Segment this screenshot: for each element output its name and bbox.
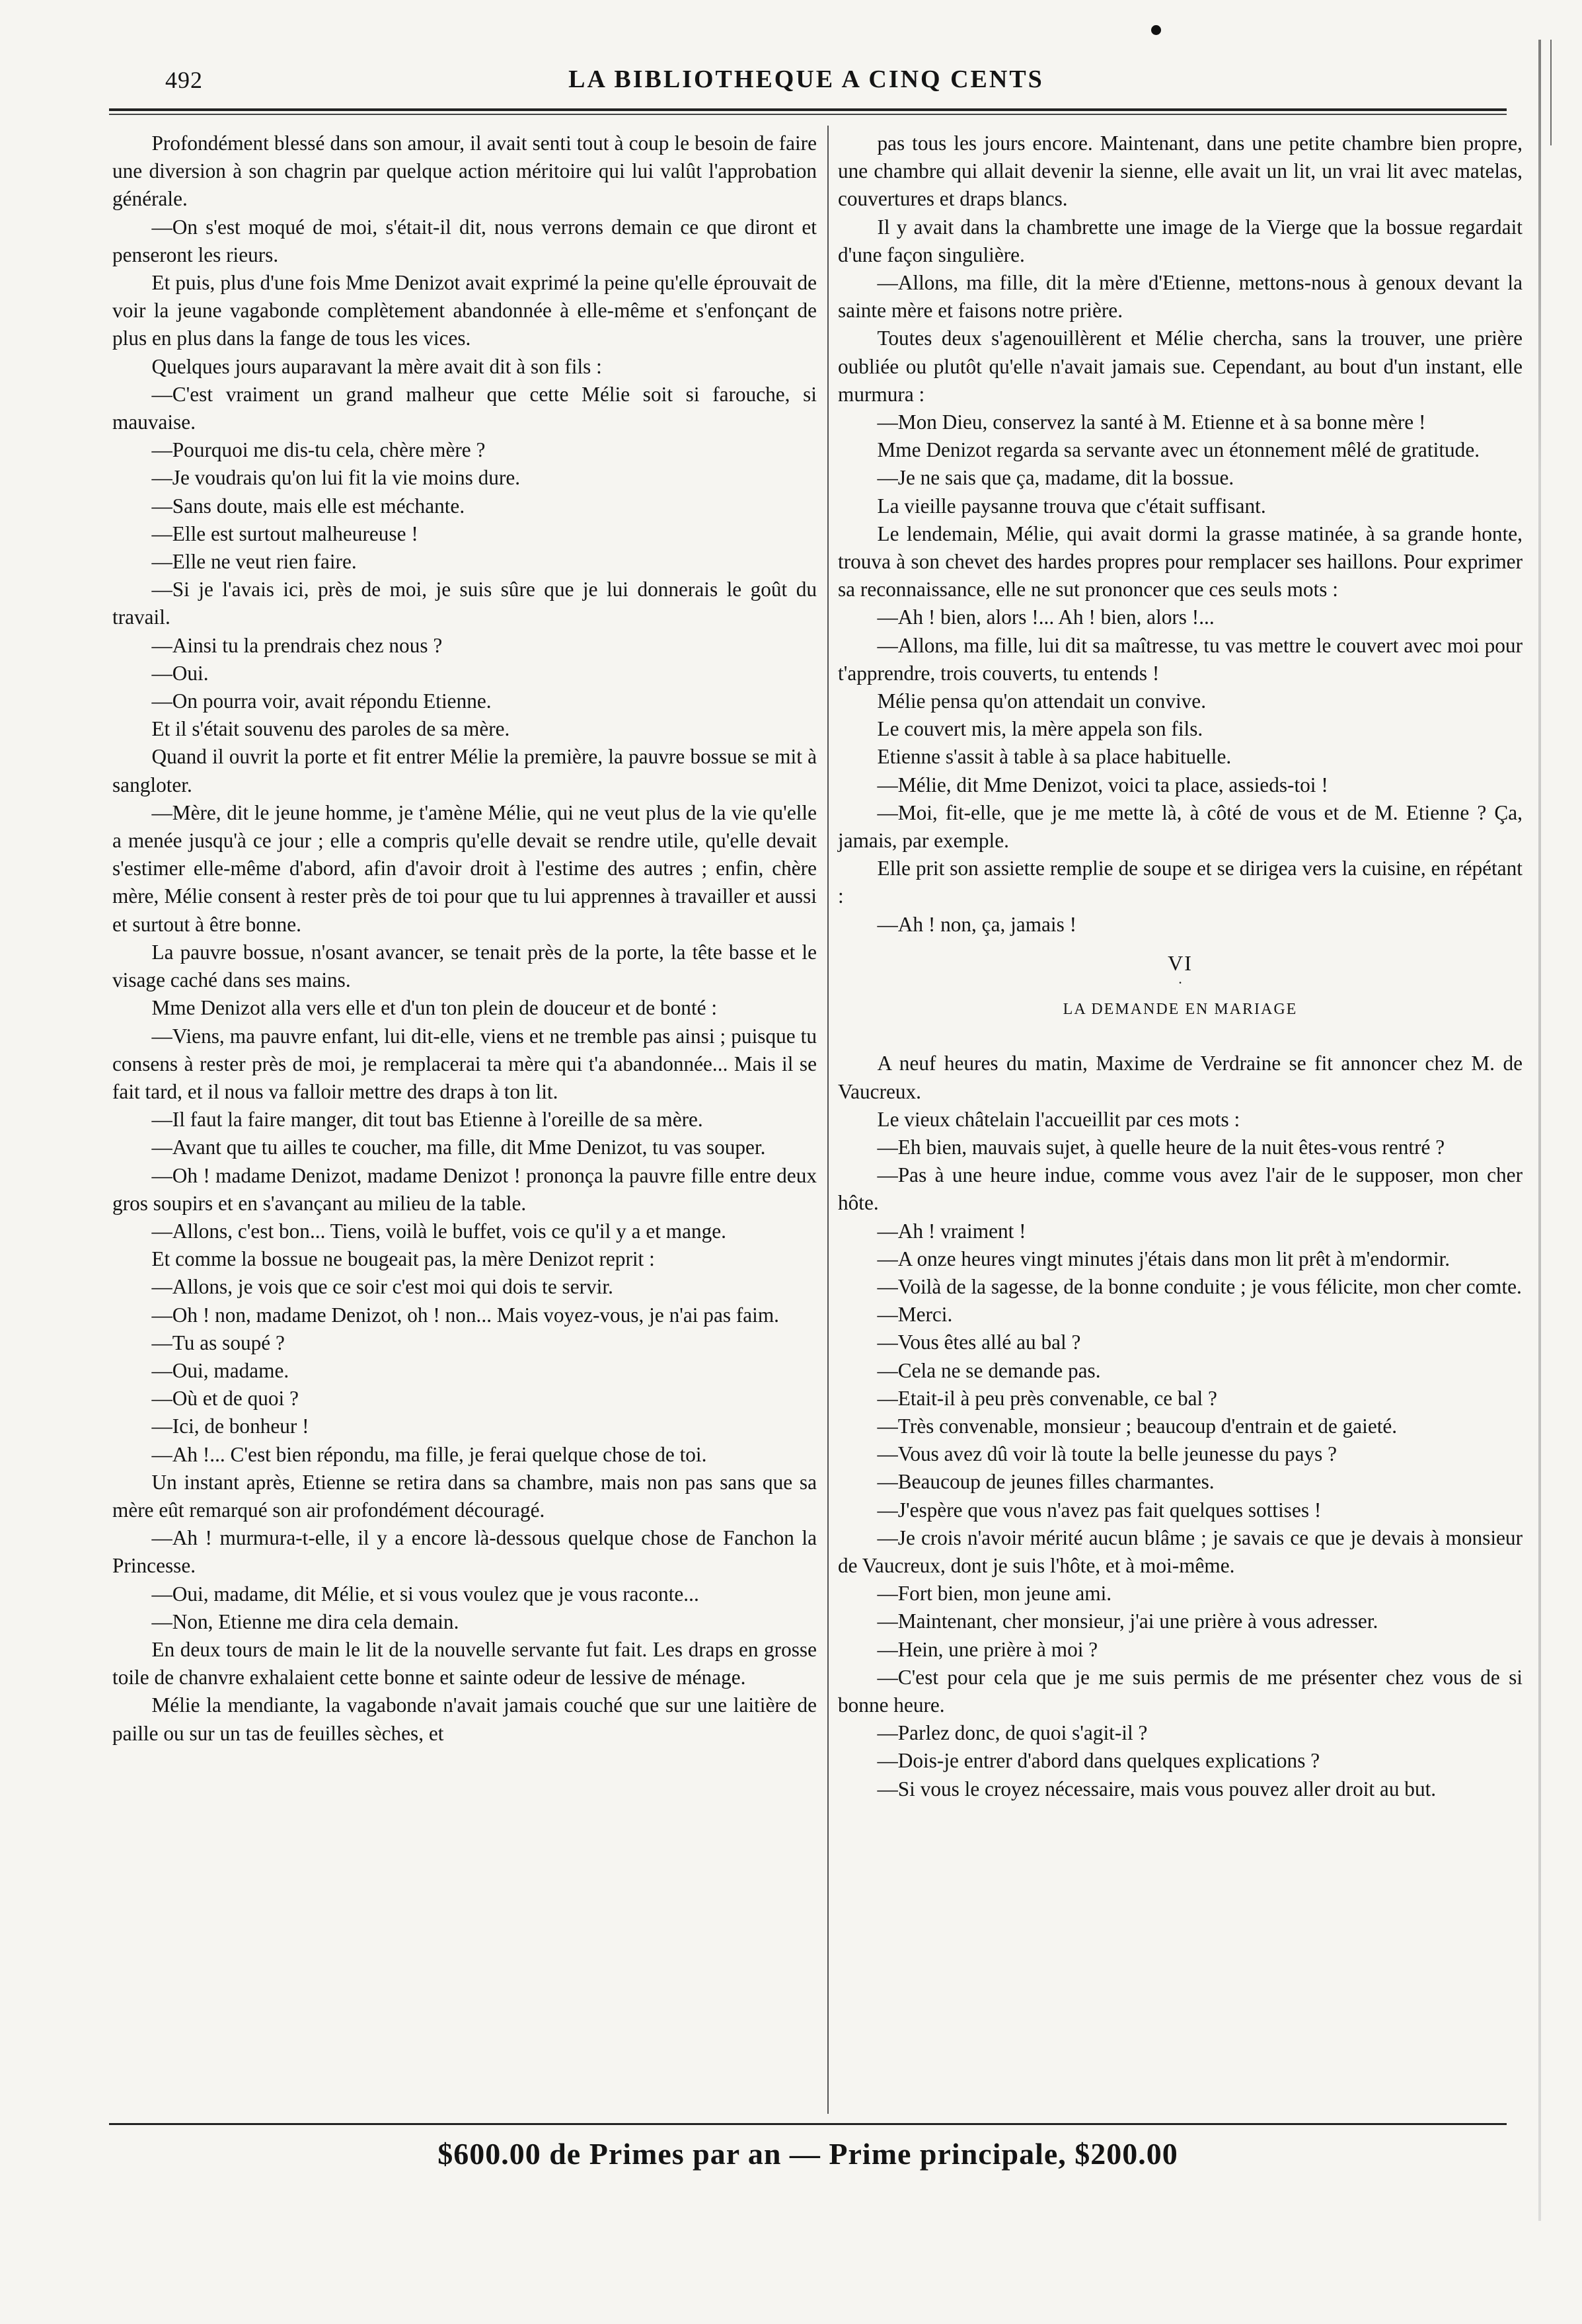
page-header	[106, 63, 1507, 103]
paragraph: —Maintenant, cher monsieur, j'ai une prière à vous adresser.	[877, 1609, 1378, 1633]
paragraph: —Mon Dieu, conservez la santé à M. Etienne et à sa bonne mère !	[877, 410, 1426, 434]
paragraph: —Très convenable, monsieur ; beaucoup d'entrain et de gaieté.	[877, 1414, 1398, 1438]
paragraph: Le vieux châtelain l'accueillit par ces mots :	[877, 1107, 1240, 1131]
paragraph: A neuf heures du matin, Maxime de Verdraine se fit annoncer chez M. de Vaucreux.	[838, 1052, 1523, 1103]
paragraph: —Oui, madame, dit Mélie, et si vous voulez que je vous raconte...	[151, 1582, 699, 1606]
paragraph: —Elle est surtout malheureuse !	[151, 522, 418, 545]
paragraph: —Ah ! vraiment !	[877, 1219, 1026, 1243]
paragraph: —Oh ! non, madame Denizot, oh ! non... Mais voyez-vous, je n'ai pas faim.	[151, 1303, 780, 1327]
column-divider	[827, 126, 829, 2114]
chapter-title: LA DEMANDE EN MARIAGE	[1063, 1001, 1298, 1019]
paragraph: —Je voudrais qu'on lui fit la vie moins dure.	[151, 466, 521, 490]
paragraph: —Eh bien, mauvais sujet, à quelle heure de la nuit êtes-vous rentré ?	[877, 1135, 1445, 1159]
chapter-number: VI	[1168, 950, 1193, 975]
paragraph: Quand il ouvrit la porte et fit entrer Mélie la première, la pauvre bossue se mit à sangloter.	[112, 745, 817, 796]
paragraph: —Tu as soupé ?	[151, 1331, 285, 1354]
chapter-ornament: ·	[1178, 974, 1183, 991]
paragraph: —Elle ne veut rien faire.	[151, 550, 357, 574]
paragraph: —Dois-je entrer d'abord dans quelques explications ?	[877, 1749, 1320, 1773]
right-column-text-before	[838, 130, 1523, 939]
paragraph: —Si je l'avais ici, près de moi, je suis sûre que je lui donnerais le goût du travail.	[112, 578, 817, 629]
paragraph: —Ah ! bien, alors !... Ah ! bien, alors !...	[877, 605, 1215, 629]
ink-spot	[1151, 25, 1161, 35]
header-rule	[109, 114, 1507, 115]
left-column	[112, 130, 817, 2324]
paragraph: —Si vous le croyez nécessaire, mais vous pouvez aller droit au but.	[877, 1777, 1437, 1801]
paragraph: —Je crois n'avoir mérité aucun blâme ; je savais ce que je devais à monsieur de Vaucreux, dont je suis l'hôte, et à moi-même.	[838, 1526, 1523, 1577]
paragraph: Quelques jours auparavant la mère avait dit à son fils :	[151, 354, 602, 378]
paragraph: —Moi, fit-elle, que je me mette là, à côté de vous et de M. Etienne ? Ça, jamais, par exemple.	[838, 800, 1523, 853]
paragraph: Un instant après, Etienne se retira dans sa chambre, mais non pas sans que sa mère eût remarqué son air profondément découragé.	[112, 1470, 817, 1522]
paragraph: —Ici, de bonheur !	[151, 1414, 309, 1438]
paragraph: —C'est vraiment un grand malheur que cette Mélie soit si farouche, si mauvaise.	[112, 382, 817, 434]
paragraph: —Pas à une heure indue, comme vous avez l'air de le supposer, mon cher hôte.	[838, 1163, 1523, 1215]
paragraph: —Ah ! murmura-t-elle, il y a encore là-dessous quelque chose de Fanchon la Princesse.	[112, 1526, 817, 1578]
paragraph: —Ah ! non, ça, jamais !	[877, 912, 1077, 936]
paragraph: —Mère, dit le jeune homme, je t'amène Mélie, qui ne veut plus de la vie qu'elle a menée jusqu'à ce jour ; elle a compris qu'elle devait se rendre utile, qu'elle devait s'estimer elle-même d'abord, afin d'avoir droit à l'estime des autres ; enfin, chère mère, Mélie consent à rester près de toi pour que tu lui apprennes à travailler et aussi et surtout à être bonne.	[112, 800, 817, 936]
paragraph: —Sans doute, mais elle est méchante.	[151, 494, 465, 518]
footer-advert: $600.00 de Primes par an — Prime principale, $200.00	[437, 2137, 1178, 2171]
paragraph: Mme Denizot regarda sa servante avec un étonnement mêlé de gratitude.	[877, 438, 1480, 462]
paragraph: Mélie pensa qu'on attendait un convive.	[877, 689, 1207, 713]
paragraph: —Je ne sais que ça, madame, dit la bossue.	[877, 466, 1234, 490]
paragraph: —Allons, c'est bon... Tiens, voilà le buffet, vois ce qu'il y a et mange.	[151, 1219, 726, 1243]
paragraph: Le lendemain, Mélie, qui avait dormi la grasse matinée, à sa grande honte, trouva à son chevet des hardes propres pour remplacer ses haillons. Pour exprimer sa reconnaissance, elle ne sut prononcer que ces seuls mots :	[838, 522, 1523, 601]
paragraph: —A onze heures vingt minutes j'étais dans mon lit prêt à m'endormir.	[877, 1247, 1450, 1270]
paragraph: —Avant que tu ailles te coucher, ma fille, dit Mme Denizot, tu vas souper.	[151, 1136, 766, 1159]
paragraph: —Vous avez dû voir là toute la belle jeunesse du pays ?	[877, 1442, 1337, 1466]
paragraph: —Ah !... C'est bien répondu, ma fille, je ferai quelque chose de toi.	[151, 1442, 707, 1466]
paragraph: Toutes deux s'agenouillèrent et Mélie chercha, sans la trouver, une prière oubliée ou plutôt qu'elle n'avait jamais sue. Cependant, au bout d'un instant, elle murmura :	[838, 327, 1523, 406]
paragraph: —Oui.	[151, 661, 209, 685]
paragraph: —Cela ne se demande pas.	[877, 1358, 1101, 1382]
paragraph: —Oh ! madame Denizot, madame Denizot ! prononça la pauvre fille entre deux gros soupirs et en s'avançant au milieu de la table.	[112, 1163, 817, 1215]
paragraph: —Oui, madame.	[151, 1358, 289, 1382]
paragraph: —Viens, ma pauvre enfant, lui dit-elle, viens et ne tremble pas ainsi ; puisque tu consens à rester près de moi, je remplacerai ta mère qui t'a abandonnée... Mais il se fait tard, et il nous va falloir mettre des draps à ton lit.	[112, 1024, 817, 1103]
paragraph: Et comme la bossue ne bougeait pas, la mère Denizot reprit :	[151, 1247, 655, 1271]
paragraph: Profondément blessé dans son amour, il avait senti tout à coup le besoin de faire une diversion à son chagrin par quelque action méritoire qui lui valût l'approbation générale.	[112, 132, 817, 211]
paragraph: —Parlez donc, de quoi s'agit-il ?	[877, 1721, 1148, 1745]
paragraph: —Allons, ma fille, dit la mère d'Etienne, mettons-nous à genoux devant la sainte mère et faisons notre prière.	[838, 271, 1523, 323]
footer-rule	[109, 2123, 1507, 2125]
paragraph: —Où et de quoi ?	[151, 1387, 299, 1411]
paragraph: Mme Denizot alla vers elle et d'un ton plein de douceur et de bonté :	[151, 996, 718, 1020]
paragraph: pas tous les jours encore. Maintenant, dans une petite chambre bien propre, une chambre qui allait devenir la sienne, elle avait un lit, un vrai lit avec matelas, couvertures et draps blancs.	[838, 132, 1523, 211]
paragraph: —J'espère que vous n'avez pas fait quelques sottises !	[877, 1498, 1322, 1522]
paragraph: —Beaucoup de jeunes filles charmantes.	[877, 1470, 1215, 1494]
paragraph: —Hein, une prière à moi ?	[877, 1637, 1098, 1661]
margin-mark	[1550, 40, 1552, 145]
paragraph: La pauvre bossue, n'osant avancer, se tenait près de la porte, la tête basse et le visage caché dans ses mains.	[112, 940, 817, 992]
paragraph: Elle prit son assiette remplie de soupe et se dirigea vers la cuisine, en répétant :	[838, 857, 1523, 908]
paragraph: Mélie la mendiante, la vagabonde n'avait jamais couché que sur une laitière de paille ou sur un tas de feuilles sèches, et	[112, 1693, 817, 1745]
paragraph: —Etait-il à peu près convenable, ce bal ?	[877, 1386, 1217, 1410]
paragraph: Et puis, plus d'une fois Mme Denizot avait exprimé la peine qu'elle éprouvait de voir la jeune vagabonde complètement abandonnée à elle-même et s'enfonçant de plus en plus dans la fange de tous les vices.	[112, 271, 817, 350]
margin-mark	[1538, 40, 1541, 2221]
paragraph: —Non, Etienne me dira cela demain.	[151, 1609, 459, 1633]
paragraph: —Fort bien, mon jeune ami.	[877, 1582, 1112, 1606]
paragraph: Etienne s'assit à table à sa place habituelle.	[877, 745, 1232, 769]
paragraph: —Voilà de la sagesse, de la bonne conduite ; je vous félicite, mon cher comte.	[877, 1274, 1522, 1298]
paragraph: —Il faut la faire manger, dit tout bas Etienne à l'oreille de sa mère.	[151, 1108, 703, 1132]
page-number: 492	[165, 67, 203, 93]
right-column-text-after	[838, 1050, 1523, 1802]
paragraph: —C'est pour cela que je me suis permis de me présenter chez vous de si bonne heure.	[838, 1665, 1523, 1717]
header-rule	[109, 108, 1507, 111]
paragraph: —Allons, je vois que ce soir c'est moi qui dois te servir.	[151, 1275, 613, 1299]
paragraph: —Mélie, dit Mme Denizot, voici ta place, assieds-toi !	[877, 773, 1328, 796]
paragraph: —On s'est moqué de moi, s'était-il dit, nous verrons demain ce que diront et penseront les rieurs.	[112, 215, 817, 266]
running-title: LA BIBLIOTHEQUE A CINQ CENTS	[568, 65, 1044, 93]
paragraph: —Merci.	[877, 1303, 953, 1327]
paragraph: En deux tours de main le lit de la nouvelle servante fut fait. Les draps en grosse toile de chanvre exhalaient cette bonne et sainte odeur de lessive de ménage.	[112, 1637, 817, 1689]
paragraph: Et il s'était souvenu des paroles de sa mère.	[151, 717, 510, 741]
paragraph: —Vous êtes allé au bal ?	[877, 1331, 1081, 1354]
paragraph: La vieille paysanne trouva que c'était suffisant.	[877, 494, 1266, 518]
paragraph: —Allons, ma fille, lui dit sa maîtresse, tu vas mettre le couvert avec moi pour t'apprendre, trois couverts, tu entends !	[838, 633, 1523, 685]
paragraph: —Pourquoi me dis-tu cela, chère mère ?	[151, 438, 486, 462]
paragraph: —Ainsi tu la prendrais chez nous ?	[151, 633, 443, 657]
paragraph: Il y avait dans la chambrette une image de la Vierge que la bossue regardait d'une façon singulière.	[838, 215, 1523, 266]
paragraph: Le couvert mis, la mère appela son fils.	[877, 717, 1203, 741]
right-column	[838, 130, 1523, 2324]
paragraph: —On pourra voir, avait répondu Etienne.	[151, 689, 492, 713]
